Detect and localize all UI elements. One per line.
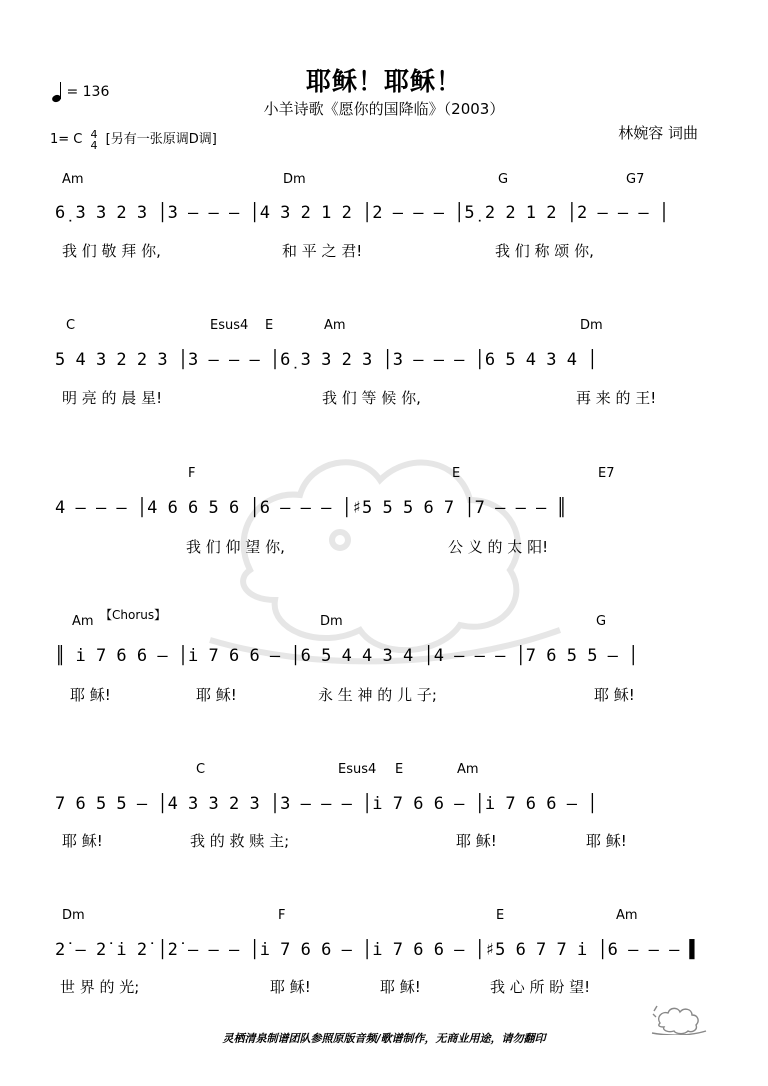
lyric-segment: 我 心 所 盼 望!: [490, 978, 591, 996]
chord-label: C: [196, 762, 206, 777]
composer-credit: 林婉容 词曲: [618, 124, 698, 142]
key-prefix: 1= C: [50, 132, 83, 147]
lyric-segment: 公 义 的 太 阳!: [448, 538, 549, 556]
lyric-segment: 和 平 之 君!: [282, 242, 363, 260]
chord-label: E7: [598, 466, 615, 481]
music-line: ║ i 7 6 6 – │i 7 6 6 – │6 5 4 4 3 4 │4 – – – │7 6 5 5 – │: [55, 646, 639, 666]
chord-label: Esus4: [210, 318, 249, 333]
chord-label: Esus4: [338, 762, 377, 777]
lyric-segment: 耶 稣!: [586, 832, 627, 850]
lyric-segment: 世 界 的 光;: [60, 978, 140, 996]
chord-label: G7: [626, 172, 645, 187]
lyric-segment: 耶 稣!: [456, 832, 497, 850]
lyric-segment: 永 生 神 的 儿 子;: [318, 686, 437, 704]
lyric-segment: 我 们 称 颂 你,: [495, 242, 594, 260]
chord-label: Am: [72, 614, 94, 629]
song-subtitle: 小羊诗歌《愿你的国降临》（2003）: [263, 100, 505, 118]
chord-label: G: [498, 172, 509, 187]
lyric-segment: 我 的 救 赎 主;: [190, 832, 290, 850]
chord-label: E: [395, 762, 404, 777]
lyric-segment: 我 们 敬 拜 你,: [62, 242, 161, 260]
lyric-segment: 明 亮 的 晨 星!: [62, 389, 163, 407]
chord-label: Dm: [320, 614, 343, 629]
chord-label: Am: [616, 908, 638, 923]
chord-label: Am: [62, 172, 84, 187]
key-signature: [50, 128, 217, 151]
tempo-value: = 136: [66, 84, 110, 100]
lyric-segment: 耶 稣!: [270, 978, 311, 996]
lyric-segment: 我 们 等 候 你,: [322, 389, 421, 407]
lyric-segment: 耶 稣!: [196, 686, 237, 704]
chord-label: Dm: [283, 172, 306, 187]
song-title: 耶稣！耶稣！: [305, 67, 462, 96]
lyric-segment: 再 来 的 王!: [576, 389, 657, 407]
chord-label: E: [496, 908, 505, 923]
footer-credit: 灵栖清泉制谱团队参照原版音频/歌谱制作，无商业用途，请勿翻印: [222, 1032, 546, 1045]
chord-label: G: [596, 614, 607, 629]
lyric-segment: 我 们 仰 望 你,: [186, 538, 285, 556]
tempo-marking: [52, 82, 109, 102]
chord-label: F: [278, 908, 286, 923]
chord-label: Am: [324, 318, 346, 333]
lyric-segment: 耶 稣!: [62, 832, 103, 850]
chord-label: E: [265, 318, 274, 333]
music-line: 5 4 3 2 2 3 │3 – – – │6̣ 3 3 2 3 │3 – – – │6 5 4 3 4 │: [55, 350, 598, 370]
chord-label: Dm: [62, 908, 85, 923]
lyric-segment: 耶 稣!: [594, 686, 635, 704]
key-note: [另有一张原调D调]: [105, 132, 217, 147]
lyric-segment: 耶 稣!: [380, 978, 421, 996]
lyric-segment: 耶 稣!: [70, 686, 111, 704]
music-line: 4 – – – │4 6 6 5 6 │6 – – – │♯5 5 5 6 7 │7 – – – ║: [55, 498, 567, 518]
chord-label: F: [188, 466, 196, 481]
time-signature: [91, 129, 98, 151]
music-line: 6̣ 3 3 2 3 │3 – – – │4 3 2 1 2 │2 – – – │5̣ 2 2 1 2 │2 – – – │: [55, 203, 670, 223]
chorus-label: 【Chorus】: [100, 608, 167, 622]
time-numerator: 4: [90, 127, 98, 141]
time-denominator: 4: [90, 138, 98, 152]
chord-label: C: [66, 318, 76, 333]
music-line: 7 6 5 5 – │4 3 3 2 3 │3 – – – │i 7 6 6 – │i 7 6 6 – │: [55, 794, 598, 814]
chord-label: E: [452, 466, 461, 481]
chord-label: Am: [457, 762, 479, 777]
music-line: 2̇ – 2̇ i 2̇ │2̇ – – – │i 7 6 6 – │i 7 6 6 – │♯5 6 7 7 i │6 – – – ▌: [55, 940, 700, 960]
quarter-note-icon: [52, 82, 62, 102]
chord-label: Dm: [580, 318, 603, 333]
